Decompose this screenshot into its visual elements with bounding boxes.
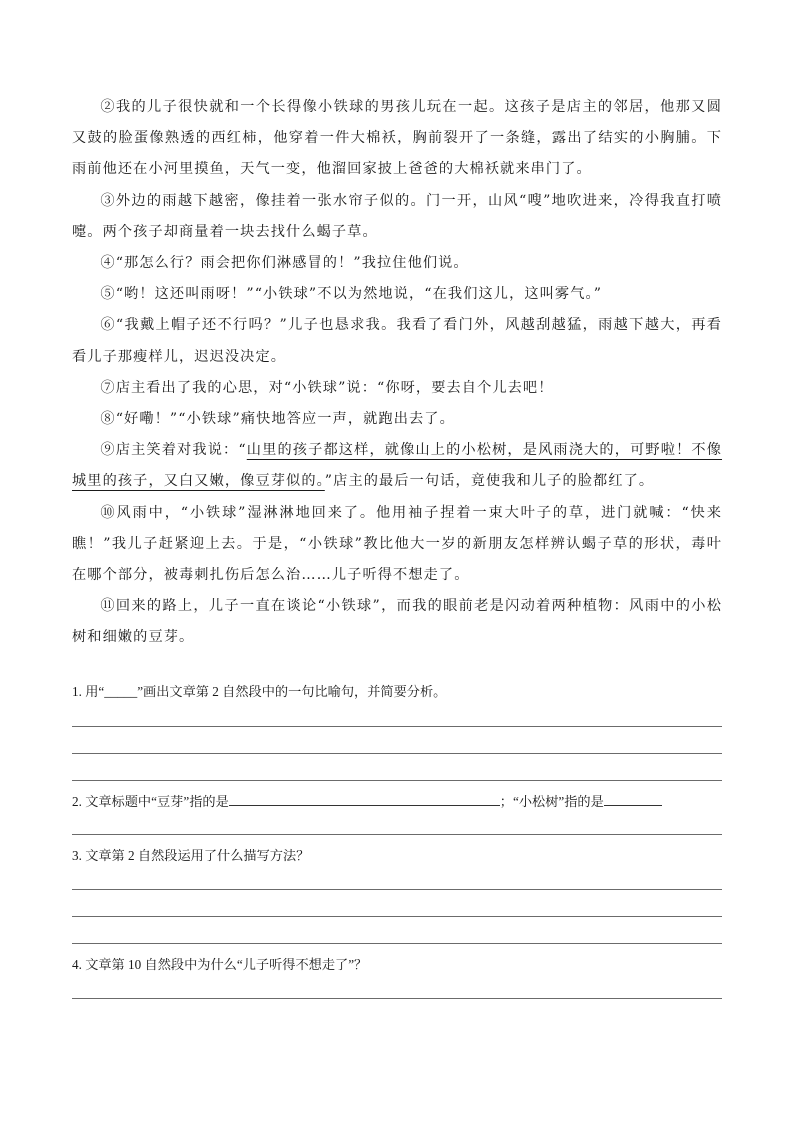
answer-line-q4[interactable] [72, 998, 722, 999]
answer-line-q3-2[interactable] [72, 916, 722, 917]
paragraph-number: ⑥ [100, 317, 116, 334]
underlined-sentence: 山里的孩子都这样，就像山上的小松树，是风雨浇大的，可野啦！不像城里的孩子，又白又嫩，像豆芽似的。 [72, 442, 723, 490]
question-2-part2: ；“小松树”指的是 [499, 794, 604, 809]
paragraph-number: ⑤ [100, 286, 116, 303]
paragraph-text: 外边的雨越下越密，像挂着一张水帘子似的。门一开，山风“嗖”地吹进来，冷得我直打喷嚏。两个孩子却商量着一块去找什么蝎子草。 [72, 192, 722, 240]
question-2-part1: 2. 文章标题中“豆芽”指的是 [72, 794, 229, 809]
answer-line-q1-3[interactable] [72, 780, 722, 781]
paragraph-number: ② [100, 99, 116, 115]
paragraph-number: ⑨ [100, 442, 116, 459]
paragraph-text: 风雨中，“小铁球”湿淋淋地回来了。他用袖子捏着一束大叶子的草，进门就喊：“快来瞧！”我儿子赶紧迎上去。于是，“小铁球”教比他大一岁的新朋友怎样辨认蝎子草的形状，毒叶在哪个部分，被毒刺扎伤后怎么治……儿子听得不想走了。 [72, 504, 722, 584]
question-3-text: 3. 文章第 2 自然段运用了什么描写方法？ [72, 848, 310, 863]
answer-line-q2[interactable] [72, 834, 722, 835]
paragraph-10 [72, 498, 722, 592]
paragraph-number: ⑪ [100, 598, 116, 615]
paragraph-text: ”店主的最后一句话，竟使我和儿子的脸都红了。 [324, 473, 655, 490]
paragraph-text: “好嘞！”“小铁球”痛快地答应一声，就跑出去了。 [115, 411, 455, 428]
question-1 [72, 682, 722, 702]
paragraph-text: 店主看出了我的心思，对“小铁球”说：“你呀，要去自个儿去吧！ [115, 379, 554, 396]
paragraph-text: “那怎么行？雨会把你们淋感冒的！”我拉住他们说。 [115, 255, 469, 272]
paragraph-8 [72, 404, 722, 435]
paragraph-number: ⑦ [100, 379, 116, 396]
question-4 [72, 955, 722, 975]
question-4-text: 4. 文章第 10 自然段中为什么“儿子听得不想走了”？ [72, 957, 368, 972]
answer-line-q1-2[interactable] [72, 753, 722, 754]
paragraph-9 [72, 435, 722, 497]
answer-blank-douya[interactable] [229, 791, 500, 806]
paragraph-text: “我戴上帽子还不行吗？”儿子也恳求我。我看了看门外，风越刮越猛，雨越下越大，再看看儿子那瘦样儿，迟迟没决定。 [72, 317, 722, 365]
paragraph-text: 回来的路上，儿子一直在谈论“小铁球”，而我的眼前老是闪动着两种植物：风雨中的小松树和细嫩的豆芽。 [72, 598, 722, 646]
question-1-prefix: 1. 用“ [72, 684, 105, 699]
paragraph-11 [72, 591, 722, 653]
paragraph-7 [72, 373, 722, 404]
paragraph-2 [72, 92, 722, 186]
answer-blank-xiaosongshu[interactable] [604, 791, 662, 806]
paragraph-5 [72, 279, 722, 310]
answer-line-q3-1[interactable] [72, 889, 722, 890]
question-1-suffix: ”画出文章第 2 自然段中的一句比喻句，并简要分析。 [137, 684, 447, 699]
paragraph-6 [72, 310, 722, 372]
paragraph-number: ⑧ [100, 411, 116, 428]
paragraph-text: 店主笑着对我说：“ [115, 442, 247, 459]
reading-passage [72, 92, 722, 654]
paragraph-number: ③ [100, 192, 116, 209]
paragraph-number: ④ [100, 255, 116, 272]
paragraph-4 [72, 248, 722, 279]
question-2 [72, 791, 722, 812]
paragraph-3 [72, 186, 722, 248]
question-3 [72, 846, 722, 866]
paragraph-text: 我的儿子很快就和一个长得像小铁球的男孩儿玩在一起。这孩子是店主的邻居，他那又圆又鼓的脸蛋像熟透的西红柿，他穿着一件大棉袄，胸前裂开了一条缝，露出了结实的小胸脯。下雨前他还在小河里摸鱼，天气一变，他溜回家披上爸爸的大棉袄就来串门了。 [72, 99, 722, 178]
answer-line-q3-3[interactable] [72, 943, 722, 944]
paragraph-number: ⑩ [100, 504, 117, 521]
answer-line-q1-1[interactable] [72, 726, 722, 727]
paragraph-text: “哟！这还叫雨呀！”“小铁球”不以为然地说，“在我们这儿，这叫雾气。” [115, 286, 603, 303]
question-1-underline-mark: _____ [104, 684, 138, 699]
